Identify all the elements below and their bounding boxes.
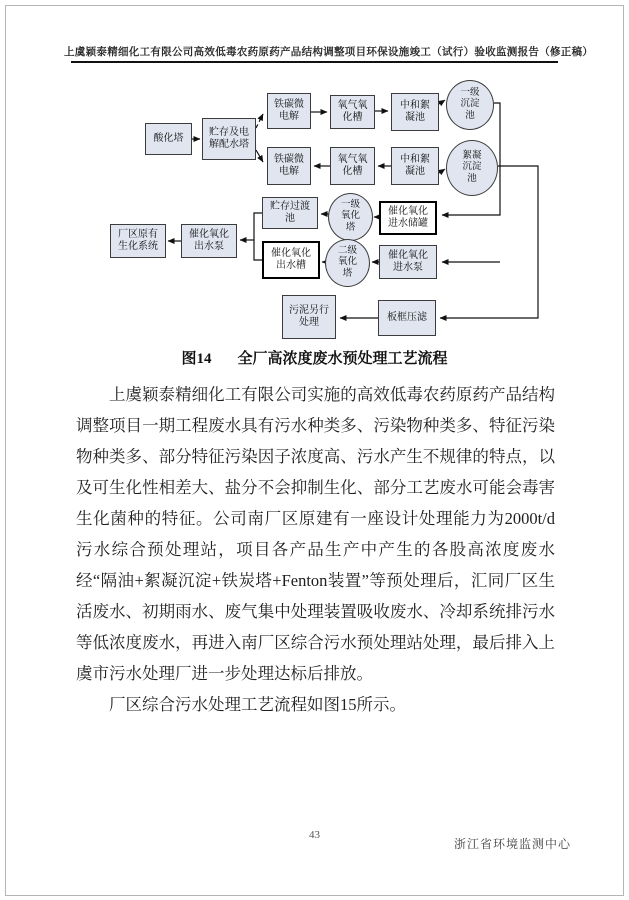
flow-node-plate-frame-filter-press: 板框压滤 (378, 300, 436, 336)
flow-node-oxidation-tower-1: 一级氧化塔 (328, 193, 373, 241)
flow-node-oxidation-tower-2: 二级氧化塔 (325, 239, 370, 287)
flow-node-storage-transition-tank: 贮存过渡池 (262, 197, 318, 229)
flow-node-catalytic-oxidation-inlet-storage-tank: 催化氧化进水储罐 (379, 201, 437, 235)
flow-node-iron-carbon-microelectrolysis-1: 铁碳微电解 (267, 93, 311, 129)
page-number: 43 (309, 829, 320, 841)
flow-node-catalytic-oxidation-inlet-pump: 催化氧化进水泵 (379, 245, 437, 279)
flow-node-oxygen-oxidation-tank-2: 氧气氧化槽 (330, 147, 375, 185)
body-paragraph-2: 厂区综合污水处理工艺流程如图15所示。 (109, 695, 406, 714)
flow-node-catalytic-oxidation-outlet-pump: 催化氧化出水泵 (181, 224, 237, 258)
flow-node-storage-electrolysis-water-tower: 贮存及电解配水塔 (202, 118, 256, 160)
figure-caption (0, 347, 629, 368)
flow-node-catalytic-oxidation-outlet-tank: 催化氧化出水槽 (262, 241, 320, 279)
figure-caption-title: 全厂高浓度废水预处理工艺流程 (237, 351, 448, 367)
flow-node-oxygen-oxidation-tank-1: 氧气氧化槽 (330, 95, 375, 129)
body-paragraph-1: 上虞颖泰精细化工有限公司实施的高效低毒农药原药产品结构调整项目一期工程废水具有污水种类多、污染物种类多、特征污染物种类多、部分特征污染因子浓度高、污水产生不规律的特点，以及可生化性相差大、盐分不会抑制生化、部分工艺废水可能会毒害生化菌种的特征。公司南厂区原建有一座设计处理能力为2000t/d污水综合预处理站，项目各产品生产中产生的各股高浓度废水经“隔油+絮凝沉淀+铁炭塔+Fenton装置”等预处理后，汇同厂区生活废水、初期雨水、废气集中处理装置吸收废水、冷却系统排污水等低浓度废水，再进入南厂区综合污水预处理站处理，最后排入上虞市污水处理厂进一步处理达标后排放。 (76, 385, 555, 683)
flow-node-iron-carbon-microelectrolysis-2: 铁碳微电解 (267, 147, 311, 185)
body-text-block (76, 379, 555, 720)
flow-node-acidification-tower: 酸化塔 (145, 123, 192, 155)
footer-organization: 浙江省环境监测中心 (453, 837, 571, 851)
flow-node-existing-biochemical-system: 厂区原有生化系统 (110, 224, 166, 258)
flow-node-neutralization-flocculation-tank-1: 中和絮凝池 (391, 93, 439, 131)
figure-caption-label: 图14 (181, 351, 212, 367)
flow-node-flocculation-sedimentation-basin: 絮凝沉淀池 (446, 140, 498, 196)
flow-node-neutralization-flocculation-tank-2: 中和絮凝池 (391, 147, 439, 185)
flow-node-primary-sedimentation-basin: 一级沉淀池 (446, 80, 494, 130)
document-header-title: 上虞颖泰精细化工有限公司高效低毒农药原药产品结构调整项目环保设施竣工（试行）验收监测报告（修正稿） (64, 47, 594, 58)
flow-node-sludge-separate-disposal: 污泥另行处理 (282, 295, 336, 339)
